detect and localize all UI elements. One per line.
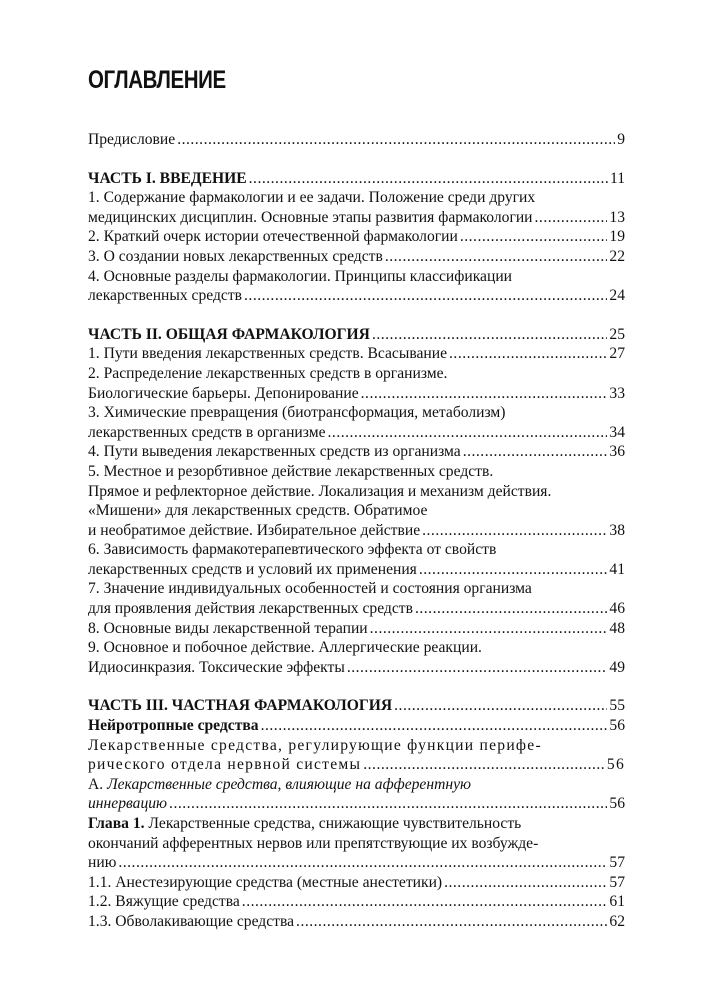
dot-leader	[363, 755, 605, 775]
toc-entry	[88, 696, 625, 716]
toc-page-number: 41	[609, 560, 625, 578]
toc-entry-title: 1.2. Вяжущие средства	[88, 893, 240, 911]
toc-page-number: 9	[617, 131, 625, 148]
toc-entry	[88, 619, 625, 639]
toc-entry-title: лекарственных средств в организме	[88, 423, 326, 441]
toc-page-number: 56	[609, 717, 625, 735]
toc-page-number: 57	[609, 854, 625, 872]
toc-page-number: 25	[609, 325, 625, 343]
dot-leader	[394, 696, 607, 716]
dot-leader	[328, 423, 608, 443]
toc-entry-title: Прямое и рефлекторное действие. Локализация и механизм действия.	[88, 482, 552, 500]
dot-leader	[419, 560, 608, 580]
toc-entry-title: 3. Химические превращения (биотрансформация, метаболизм)	[88, 404, 506, 422]
dot-leader	[415, 599, 607, 619]
toc-entry-title: Глава 1. Лекарственные средства, снижающие чувствительность	[88, 815, 522, 832]
toc-page-number: 19	[609, 228, 625, 246]
toc-entry	[88, 364, 625, 403]
toc-entry-title: «Мишени» для лекарственных средств. Обратимое	[88, 502, 428, 520]
toc-entry	[88, 344, 625, 364]
dot-leader	[422, 521, 607, 541]
toc-entry	[88, 912, 625, 932]
toc-entry-title: 2. Распределение лекарственных средств в организме.	[88, 364, 448, 382]
table-of-contents	[88, 130, 625, 932]
toc-page-number: 34	[609, 423, 625, 441]
toc-entry	[88, 462, 625, 540]
dot-leader	[449, 344, 607, 364]
dot-leader	[244, 286, 607, 306]
dot-leader	[169, 794, 607, 814]
toc-entry	[88, 540, 625, 579]
dot-leader	[261, 716, 608, 736]
toc-entry-title: 1.3. Обволакивающие средства	[88, 912, 295, 930]
toc-page-number: 22	[609, 247, 625, 265]
toc-entry-title: 6. Зависимость фармакотерапевтического эффекта от свойств	[88, 541, 497, 559]
toc-page-number: 13	[609, 208, 625, 226]
toc-entry	[88, 442, 625, 462]
toc-page-number: 27	[609, 345, 625, 363]
dot-leader	[296, 912, 607, 932]
toc-entry-title: 2. Краткий очерк истории отечественной фармакологии	[88, 228, 458, 246]
toc-entry	[88, 325, 625, 345]
toc-entry	[88, 130, 625, 150]
toc-heading: ОГЛАВЛЕНИЕ	[88, 66, 226, 94]
dot-leader	[347, 658, 608, 678]
toc-entry	[88, 169, 625, 189]
toc-page-number: 24	[609, 287, 625, 305]
dot-leader	[463, 442, 608, 462]
toc-entry-title: ЧАСТЬ II. ОБЩАЯ ФАРМАКОЛОГИЯ	[88, 325, 370, 343]
toc-entry	[88, 892, 625, 912]
toc-page-number: 46	[609, 600, 625, 618]
toc-page-number: 36	[609, 443, 625, 461]
toc-entry-title: лекарственных средств и условий их применения	[88, 560, 417, 578]
toc-entry-title: 9. Основное и побочное действие. Аллергические реакции.	[88, 639, 482, 657]
toc-entry-title: нию	[88, 854, 117, 872]
dot-leader	[460, 227, 608, 247]
toc-entry	[88, 716, 625, 736]
toc-entry-title: ЧАСТЬ III. ЧАСТНАЯ ФАРМАКОЛОГИЯ	[88, 697, 393, 715]
toc-entry-title: 1. Содержание фармакологии и ее задачи. Положение среди других	[88, 189, 536, 207]
dot-leader	[118, 853, 607, 873]
toc-page-number: 11	[609, 169, 625, 187]
toc-page-number: 49	[609, 658, 625, 676]
toc-entry-title: окончаний афферентных нервов или препятствующие их возбужде-	[88, 834, 539, 852]
toc-entry-title: 1.1. Анестезирующие средства (местные анестетики)	[88, 873, 443, 891]
toc-entry-title: лекарственных средств	[88, 287, 243, 305]
toc-entry-title: 5. Местное и резорбтивное действие лекарственных средств.	[88, 462, 494, 480]
dot-leader	[370, 619, 608, 639]
dot-leader	[249, 169, 608, 189]
toc-entry-title: 4. Основные разделы фармакологии. Принципы классификации	[88, 267, 513, 285]
toc-entry-title: Предисловие	[88, 131, 176, 148]
toc-page-number: 56	[609, 795, 625, 813]
toc-entry-title: Биологические барьеры. Депонирование	[88, 384, 359, 402]
toc-entry	[88, 775, 625, 814]
dot-leader	[177, 130, 615, 150]
toc-page-number: 38	[609, 521, 625, 539]
dot-leader	[361, 384, 608, 404]
dot-leader	[242, 892, 608, 912]
dot-leader	[385, 247, 608, 267]
toc-page-number: 48	[609, 619, 625, 637]
toc-entry-title: 4. Пути выведения лекарственных средств из организма	[88, 443, 461, 461]
toc-entry-title: Идиосинкразия. Токсические эффекты	[88, 658, 345, 676]
toc-page-number: 55	[609, 697, 625, 715]
toc-entry-title: ЧАСТЬ I. ВВЕДЕНИЕ	[88, 169, 247, 187]
toc-entry	[88, 873, 625, 893]
toc-entry	[88, 227, 625, 247]
toc-entry	[88, 247, 625, 267]
toc-entry	[88, 403, 625, 442]
toc-entry-title: иннервацию	[88, 795, 168, 813]
dot-leader	[372, 325, 607, 345]
toc-entry	[88, 267, 625, 306]
toc-entry-title: 3. О создании новых лекарственных средств	[88, 247, 383, 265]
toc-entry	[88, 638, 625, 677]
toc-page-number: 61	[609, 893, 625, 911]
toc-page-number: 56	[606, 756, 625, 774]
toc-entry	[88, 188, 625, 227]
toc-entry-title: рического отдела нервной системы	[88, 756, 362, 774]
toc-entry-title: медицинских дисциплин. Основные этапы развития фармакологии	[88, 208, 533, 226]
dot-leader	[535, 208, 608, 228]
toc-entry-title: для проявления действия лекарственных средств	[88, 600, 413, 618]
toc-entry-title: и необратимое действие. Избирательное действие	[88, 521, 421, 539]
toc-page-number: 57	[609, 873, 625, 891]
dot-leader	[444, 873, 607, 893]
toc-entry-title: Нейротропные средства	[88, 717, 259, 735]
toc-entry-title: 1. Пути введения лекарственных средств. Всасывание	[88, 345, 448, 363]
toc-entry	[88, 814, 625, 873]
toc-entry-title: 7. Значение индивидуальных особенностей и состояния организма	[88, 580, 532, 598]
toc-page-number: 33	[609, 384, 625, 402]
toc-entry-title: Лекарственные средства, регулирующие функции перифе-	[88, 736, 542, 754]
toc-page-number: 62	[609, 912, 625, 930]
toc-entry	[88, 736, 625, 775]
toc-entry-title: А. Лекарственные средства, влияющие на афферентную	[88, 775, 472, 793]
toc-entry	[88, 579, 625, 618]
toc-entry-title: 8. Основные виды лекарственной терапии	[88, 619, 368, 637]
